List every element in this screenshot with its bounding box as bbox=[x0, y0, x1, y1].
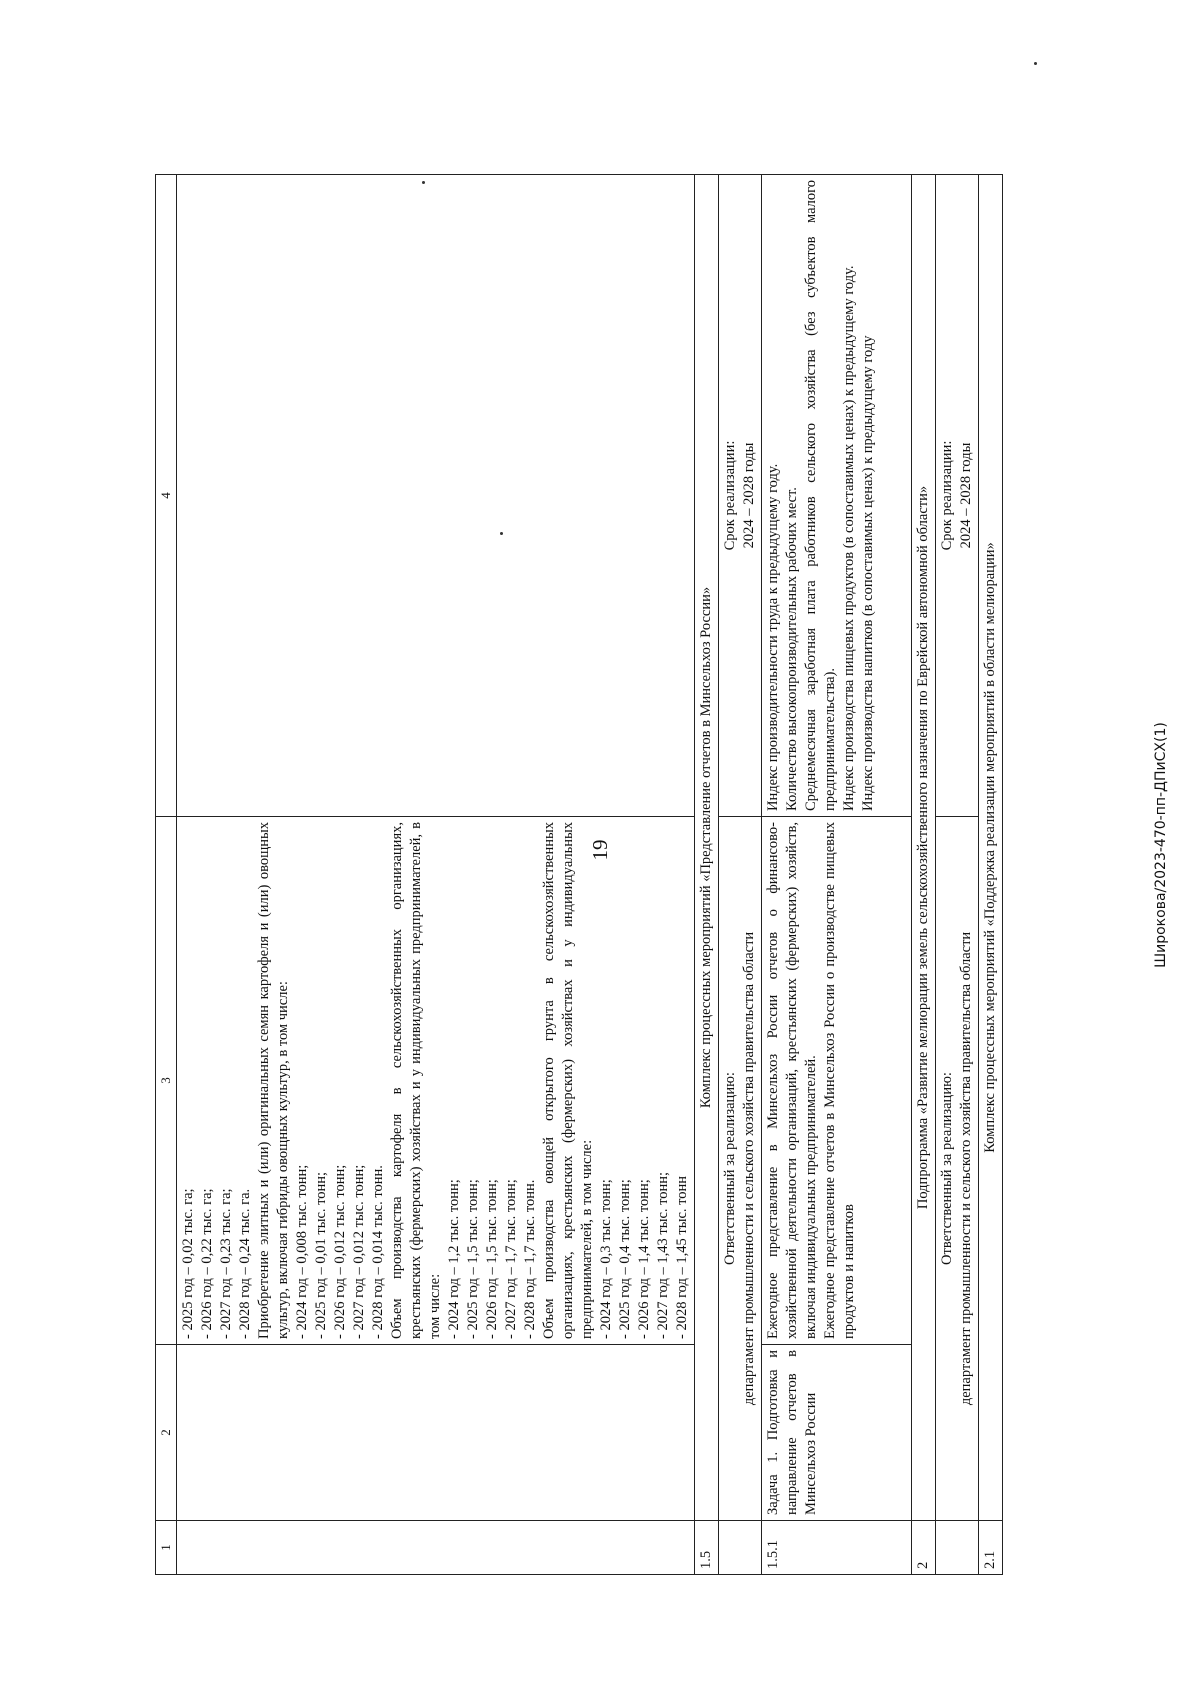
section-title: Комплекс процессных мероприятий «Поддержка реализации мероприятий в области мелиорации» bbox=[979, 175, 1003, 1521]
section-2-1-row bbox=[979, 175, 1003, 1575]
term-label: Срок реализации: bbox=[722, 440, 738, 551]
section-title: Комплекс процессных мероприятий «Представление отчетов в Минсельхоз России» bbox=[695, 175, 719, 1521]
effect-line: - 2028 год – 1,7 тыс. тонн. bbox=[522, 1179, 538, 1339]
effect-line: - 2026 год – 0,22 тыс. га; bbox=[199, 1188, 215, 1339]
effect-item: Ежегодное представление отчетов в Минсельхоз России о производстве пищевых продуктов и напитков bbox=[822, 822, 857, 1339]
effects-cell bbox=[762, 817, 912, 1345]
rotated-table-wrapper bbox=[155, 175, 998, 1575]
effect-line: - 2027 год – 0,012 тыс. тонн; bbox=[351, 1164, 367, 1339]
header-col-2: 2 bbox=[156, 1345, 177, 1521]
term-label: Срок реализации: bbox=[939, 440, 955, 551]
effect-line: - 2026 год – 0,012 тыс. тонн; bbox=[332, 1164, 348, 1339]
cont-num-cell bbox=[177, 1521, 695, 1575]
task-cell: Задача 1. Подготовка и направление отчетов в Минсельхоз России bbox=[762, 1345, 912, 1521]
indicator-item: Индекс производства напитков (в сопоставимых ценах) к предыдущему году bbox=[860, 335, 876, 811]
effect-line: Объем производства картофеля в сельскохозяйственных организациях, крестьянских (фермерских) хозяйствах и у индивидуальных предпринимателей, в том числе: bbox=[389, 822, 443, 1339]
header-col-3: 3 bbox=[156, 817, 177, 1345]
indicators-cell bbox=[762, 175, 912, 817]
effect-line: - 2028 год – 0,24 тыс. га. bbox=[237, 1188, 253, 1339]
section-number: 1.5 bbox=[695, 1521, 719, 1575]
effect-line: - 2024 год – 1,2 тыс. тонн; bbox=[446, 1179, 462, 1339]
effect-item: Ежегодное представление в Минсельхоз России отчетов о финансово-хозяйственной деятельности организаций, крестьянских (фермерских) хозяйств, включая индивидуальных предпринимателей. bbox=[765, 822, 819, 1339]
empty-cell bbox=[719, 1521, 762, 1575]
responsible-value: департамент промышленности и сельского хозяйства правительства области bbox=[958, 931, 974, 1406]
section-number: 2.1 bbox=[979, 1521, 1003, 1575]
section-1-5-responsible-row bbox=[719, 175, 762, 1575]
effect-line: - 2026 год – 1,5 тыс. тонн; bbox=[484, 1179, 500, 1339]
effect-line: - 2026 год – 1,4 тыс. тонн; bbox=[636, 1179, 652, 1339]
effect-line: - 2027 год – 0,23 тыс. га; bbox=[218, 1188, 234, 1339]
effect-line: - 2024 год – 0,3 тыс. тонн; bbox=[598, 1179, 614, 1339]
section-number: 2 bbox=[912, 1521, 936, 1575]
term-cell bbox=[719, 175, 762, 817]
cont-task-cell bbox=[177, 1345, 695, 1521]
effect-line: - 2028 год – 1,45 тыс. тонн bbox=[674, 1175, 690, 1339]
effect-line: - 2027 год – 1,7 тыс. тонн; bbox=[503, 1179, 519, 1339]
indicator-item: Количество высокопроизводительных рабочих мест. bbox=[784, 487, 800, 811]
measures-table bbox=[155, 174, 1003, 1575]
term-value: 2024 – 2028 годы bbox=[741, 442, 757, 549]
empty-cell bbox=[936, 1521, 979, 1575]
page-number: 19 bbox=[588, 839, 612, 861]
effect-line: - 2025 год – 0,02 тыс. га; bbox=[180, 1188, 196, 1339]
section-2-responsible-row bbox=[936, 175, 979, 1575]
effect-line: - 2024 год – 0,008 тыс. тонн; bbox=[294, 1164, 310, 1339]
responsible-label: Ответственный за реализацию: bbox=[939, 1072, 955, 1265]
indicator-item: Индекс производительности труда к предыдущему году. bbox=[765, 463, 781, 811]
responsible-label: Ответственный за реализацию: bbox=[722, 1072, 738, 1265]
responsible-value: департамент промышленности и сельского хозяйства правительства области bbox=[741, 931, 757, 1406]
effect-line: - 2028 год – 0,014 тыс. тонн. bbox=[370, 1165, 386, 1339]
continuation-row bbox=[177, 175, 695, 1575]
cont-indicators-cell bbox=[177, 175, 695, 817]
header-col-4: 4 bbox=[156, 175, 177, 817]
effect-line: - 2025 год – 1,5 тыс. тонн; bbox=[465, 1179, 481, 1339]
document-code: Широкова/2023-470-пп-ДПиСХ(1) bbox=[1153, 722, 1169, 968]
scan-speck bbox=[1034, 62, 1037, 65]
row-1-5-1 bbox=[762, 175, 912, 1575]
section-title: Подпрограмма «Развитие мелиорации земель сельскохозяйственного назначения по Еврейской автономной области» bbox=[912, 175, 936, 1521]
term-cell bbox=[936, 175, 979, 817]
term-value: 2024 – 2028 годы bbox=[958, 442, 974, 549]
effect-line: - 2025 год – 0,4 тыс. тонн; bbox=[617, 1179, 633, 1339]
responsible-cell bbox=[936, 817, 979, 1521]
section-1-5-row bbox=[695, 175, 719, 1575]
header-row bbox=[156, 175, 177, 1575]
effect-line: Приобретение элитных и (или) оригинальных семян картофеля и (или) овощных культур, включая гибриды овощных культур, в том числе: bbox=[256, 822, 291, 1339]
effect-line: - 2025 год – 0,01 тыс. тонн; bbox=[313, 1171, 329, 1339]
cont-effects-cell bbox=[177, 817, 695, 1345]
header-col-1: 1 bbox=[156, 1521, 177, 1575]
responsible-cell bbox=[719, 817, 762, 1521]
row-number: 1.5.1 bbox=[762, 1521, 912, 1575]
indicator-item: Индекс производства пищевых продуктов (в сопоставимых ценах) к предыдущему году. bbox=[841, 265, 857, 811]
effect-line: Объем производства овощей открытого грунта в сельскохозяйственных организациях, крестьянских (фермерских) хозяйствах и у индивидуальных предпринимателей, в том числе: bbox=[541, 822, 595, 1339]
indicator-item: Среднемесячная заработная плата работников сельского хозяйства (без субъектов малого предпринимательства). bbox=[803, 180, 838, 811]
effect-line: - 2027 год – 1,43 тыс. тонн; bbox=[655, 1171, 671, 1339]
section-2-row bbox=[912, 175, 936, 1575]
